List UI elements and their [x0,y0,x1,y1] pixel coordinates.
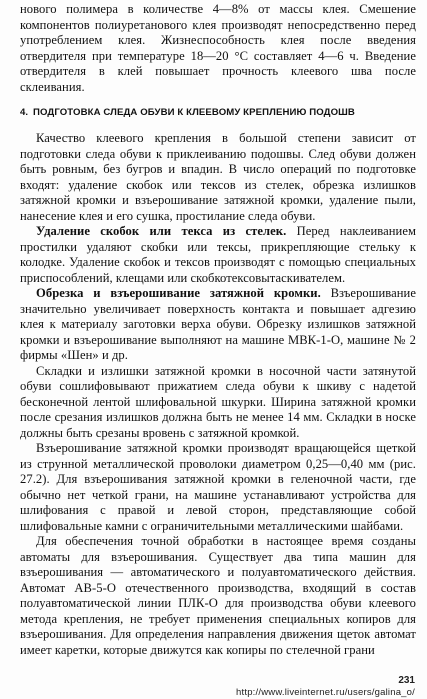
staple-removal-lead: Удаление скобок или текса из стелек. [36,224,287,238]
page-footer [0,675,417,698]
trimming-body: Взъерошивание значительно увеличивает поверхность контакта и повышает адгезию клея к материалу заготовки верха обуви. Обрезку излишков затяжной кромки и взъерошивание выполняют на машине МВК-1-О, машине № 2 фирмы «Шен» и др. [20,286,416,362]
page-number: 231 [398,675,415,686]
paragraph-staple-removal [20,224,416,286]
section-title: ПОДГОТОВКА СЛЕДА ОБУВИ К КЛЕЕВОМУ КРЕПЛЕНИЮ ПОДОШВ [32,107,355,118]
section-number: 4. [20,107,29,118]
trimming-lead: Обрезка и взъерошивание затяжной кромки. [36,286,321,300]
paragraph-folds: Складки и излишки затяжной кромки в носочной части затянутой обуви сошлифовывают прижатием следа обуви к шкиву с надетой бесконечной лентой шлифовальной шкурки. Ширина затяжной кромки после срезания излишков должна быть не менее 14 мм. Складки в носке должны быть срезаны вровень с затяжной кромкой. [20,363,416,440]
paragraph-automation: Для обеспечения точной обработки в настоящее время созданы автоматы для взъерошивания. Существует два типа машин для взъерошивания — автоматического и полуавтоматического действия. Автомат АВ-5-О отечественного производства, входящий в состав полуавтоматической линии ПЛК-О для производства обуви клеевого метода крепления, не требует применения специальных копиров для взъерошивания. Для определения направления движения щеток автомат имеет каретки, которые движутся как копиры по стелечной грани [20,534,416,657]
paragraph-quality: Качество клеевого крепления в большой степени зависит от подготовки следа обуви к приклеиванию подошвы. След обуви должен быть ровным, без бугров и впадин. В число операций по подготовке входят: удаление скобок или тексов из стелек, обрезка излишков затяжной кромки и взъерошивание затяжной кромки, удаление пыли, нанесение клея и его сушка, простилание следа обуви. [20,131,416,223]
paragraph-trimming [20,286,416,364]
watermark-url: http://www.liveinternet.ru/users/galina_o/ [236,687,415,698]
page-text [20,2,416,658]
intro-paragraph: нового полимера в количестве 4—8% от массы клея. Смешение компонентов полиуретанового клея производят непосредственно перед употреблением клея. Жизнеспособность клея после введения отвердителя при температуре 18—20 °С составляет 4—6 ч. Введение отвердителя в клей повышает прочность клеевого шва после склеивания. [20,2,416,94]
section-heading [20,107,416,118]
staple-removal-body: Перед наклеиванием простилки удаляют скобки или тексы, прикрепляющие стельку к колодке. Удаление скобок и тексов производят с помощью специальных приспособлений, клещами или скобкотексовытаскивателем. [20,224,417,285]
paragraph-roughing: Взъерошивание затяжной кромки производят вращающейся щеткой из струнной металлической проволоки диаметром 0,25—0,40 мм (рис. 27.2). Для взъерошивания затяжной кромки в геленочной части, где обычно нет четкой грани, на машине устанавливают устройства для шлифования с правой и левой сторон, представляющие собой шлифовальные камни с ограничительными металлическими шайбами. [20,441,416,533]
